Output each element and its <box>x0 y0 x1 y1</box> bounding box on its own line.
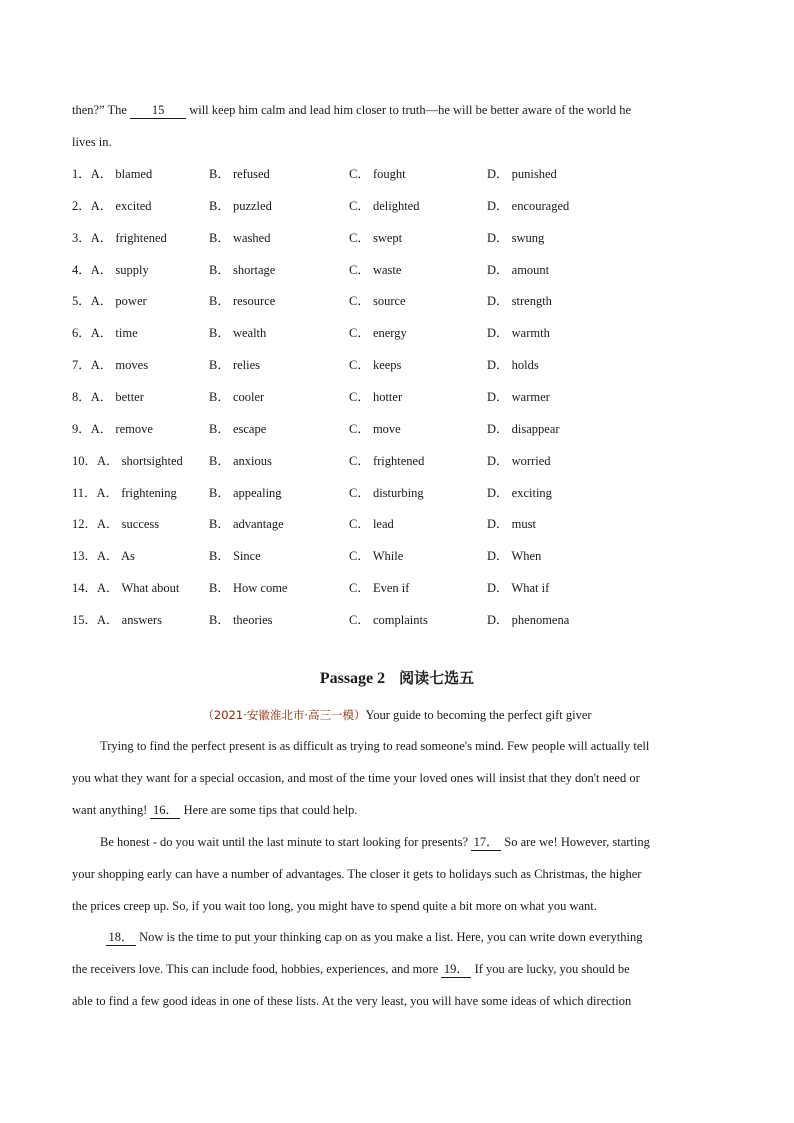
option-c: C． move <box>349 422 401 436</box>
question-number: 2． <box>72 199 91 213</box>
option-b: B． shortage <box>209 263 276 277</box>
option-a <box>72 514 159 534</box>
question-number: 4． <box>72 263 91 277</box>
intro-line-1 <box>72 100 722 120</box>
option-b: B． puzzled <box>209 199 272 213</box>
option-row <box>72 419 722 439</box>
paragraph-text: Here are some tips that could help. <box>180 803 358 817</box>
intro-text: will keep him calm and lead him closer to truth—he will be better aware of the world he <box>186 103 632 117</box>
option-text: A． success <box>97 517 160 531</box>
passage-title-cn: 阅读七选五 <box>399 669 475 687</box>
option-c: C． lead <box>349 517 394 531</box>
option-row <box>72 355 722 375</box>
option-text: A． frightened <box>90 231 167 245</box>
paragraph-1-line-2: you what they want for a special occasion, and most of the time your loved ones will insist that they don't need or <box>72 771 640 785</box>
option-a <box>72 164 152 184</box>
passage-title-en: Passage 2 <box>319 670 386 687</box>
option-d: D． warmer <box>487 390 550 404</box>
option-d: D． What if <box>487 581 550 595</box>
blank-16: 16． <box>150 803 180 819</box>
paragraph-text: the receivers love. This can include food, hobbies, experiences, and more <box>72 962 442 976</box>
option-c: C． waste <box>349 263 402 277</box>
question-number: 8． <box>72 390 91 404</box>
option-text: A． power <box>90 294 147 308</box>
option-a <box>72 546 135 566</box>
option-c: C． swept <box>349 231 403 245</box>
option-c: C． source <box>349 294 406 308</box>
option-row <box>72 610 722 630</box>
question-number: 15． <box>72 613 98 627</box>
option-d: D． disappear <box>487 422 560 436</box>
option-d: D． worried <box>487 454 551 468</box>
option-row <box>72 164 722 184</box>
option-a <box>72 323 138 343</box>
question-number: 1． <box>72 167 91 181</box>
option-text: A． As <box>97 549 135 563</box>
paragraph-3-line-1 <box>106 927 722 947</box>
option-d: D． punished <box>487 167 557 181</box>
paragraph-1-line-1: Trying to find the perfect present is as difficult as trying to read someone's mind. Few people will actually tell <box>100 739 650 753</box>
source-citation: （2021·安徽淮北市·高三一模） <box>202 708 366 722</box>
option-b: B． How come <box>209 581 288 595</box>
passage-source <box>0 705 794 725</box>
option-b: B． wealth <box>209 326 267 340</box>
option-c: C． keeps <box>349 358 402 372</box>
paragraph-text: If you are lucky, you should be <box>471 962 630 976</box>
option-b: B． relies <box>209 358 261 372</box>
option-c: C． While <box>349 549 404 563</box>
blank-15: 15 <box>130 103 186 119</box>
option-row <box>72 514 722 534</box>
option-a <box>72 387 144 407</box>
option-a <box>72 451 183 471</box>
option-a <box>72 291 147 311</box>
question-number: 6． <box>72 326 91 340</box>
paragraph-2-line-2: your shopping early can have a number of advantages. The closer it gets to holidays such as Christmas, the higher <box>72 867 642 881</box>
option-d: D． phenomena <box>487 613 570 627</box>
option-c: C． disturbing <box>349 486 424 500</box>
option-d: D． must <box>487 517 536 531</box>
option-d: D． When <box>487 549 542 563</box>
option-a <box>72 419 153 439</box>
option-b: B． refused <box>209 167 270 181</box>
intro-text: then?” The <box>72 103 131 117</box>
option-a <box>72 578 179 598</box>
question-number: 7． <box>72 358 91 372</box>
option-text: A． What about <box>97 581 180 595</box>
option-text: A． supply <box>90 263 149 277</box>
option-c: C． Even if <box>349 581 410 595</box>
option-row <box>72 196 722 216</box>
option-row <box>72 291 722 311</box>
option-b: B． resource <box>209 294 276 308</box>
option-text: A． excited <box>90 199 152 213</box>
option-row <box>72 323 722 343</box>
option-row <box>72 387 722 407</box>
option-d: D． warmth <box>487 326 550 340</box>
option-text: A． remove <box>90 422 153 436</box>
option-c: C． frightened <box>349 454 425 468</box>
option-d: D． encouraged <box>487 199 570 213</box>
option-a <box>72 260 149 280</box>
question-number: 12． <box>72 517 98 531</box>
option-c: C． fought <box>349 167 406 181</box>
paragraph-3-line-2 <box>72 959 722 979</box>
option-b: B． washed <box>209 231 271 245</box>
option-text: A． time <box>90 326 138 340</box>
option-a <box>72 483 177 503</box>
option-b: B． escape <box>209 422 267 436</box>
blank-19: 19． <box>441 962 471 978</box>
option-b: B． Since <box>209 549 261 563</box>
option-text: A． answers <box>97 613 162 627</box>
question-number: 13． <box>72 549 98 563</box>
question-number: 14． <box>72 581 98 595</box>
question-number: 5． <box>72 294 91 308</box>
paragraph-2-line-1 <box>100 832 722 852</box>
option-row <box>72 546 722 566</box>
paragraph-text: want anything! <box>72 803 151 817</box>
option-b: B． appealing <box>209 486 282 500</box>
paragraph-text: So are we! However, starting <box>501 835 650 849</box>
paragraph-3-line-3: able to find a few good ideas in one of these lists. At the very least, you will have some ideas of which direction <box>72 994 632 1008</box>
option-text: A． moves <box>90 358 149 372</box>
option-b: B． anxious <box>209 454 272 468</box>
intro-line-2: lives in. <box>72 135 112 149</box>
option-text: A． frightening <box>96 486 177 500</box>
option-b: B． theories <box>209 613 273 627</box>
question-number: 10． <box>72 454 98 468</box>
option-c: C． energy <box>349 326 407 340</box>
blank-18: 18． <box>106 930 136 946</box>
option-a <box>72 196 152 216</box>
paragraph-2-line-3: the prices creep up. So, if you wait too long, you might have to spend quite a bit more on what you want. <box>72 899 597 913</box>
option-row <box>72 483 722 503</box>
passage-title <box>0 667 794 690</box>
option-d: D． swung <box>487 231 545 245</box>
question-number: 9． <box>72 422 91 436</box>
option-b: B． advantage <box>209 517 284 531</box>
paragraph-1-line-3 <box>72 800 722 820</box>
paragraph-text: Be honest - do you wait until the last minute to start looking for presents? <box>100 835 472 849</box>
option-row <box>72 228 722 248</box>
option-text: A． blamed <box>90 167 153 181</box>
option-a <box>72 355 148 375</box>
option-row <box>72 578 722 598</box>
option-d: D． holds <box>487 358 539 372</box>
option-b: B． cooler <box>209 390 265 404</box>
option-a <box>72 228 167 248</box>
option-d: D． strength <box>487 294 552 308</box>
option-a <box>72 610 162 630</box>
option-c: C． complaints <box>349 613 428 627</box>
question-number: 3． <box>72 231 91 245</box>
option-d: D． amount <box>487 263 550 277</box>
option-c: C． delighted <box>349 199 420 213</box>
option-c: C． hotter <box>349 390 403 404</box>
passage-subtitle: Your guide to becoming the perfect gift giver <box>365 708 592 722</box>
option-row <box>72 260 722 280</box>
option-row <box>72 451 722 471</box>
option-d: D． exciting <box>487 486 552 500</box>
option-text: A． better <box>90 390 144 404</box>
blank-17: 17． <box>471 835 501 851</box>
option-text: A． shortsighted <box>97 454 183 468</box>
question-number: 11． <box>72 486 97 500</box>
paragraph-text: Now is the time to put your thinking cap on as you make a list. Here, you can write down everything <box>136 930 643 944</box>
